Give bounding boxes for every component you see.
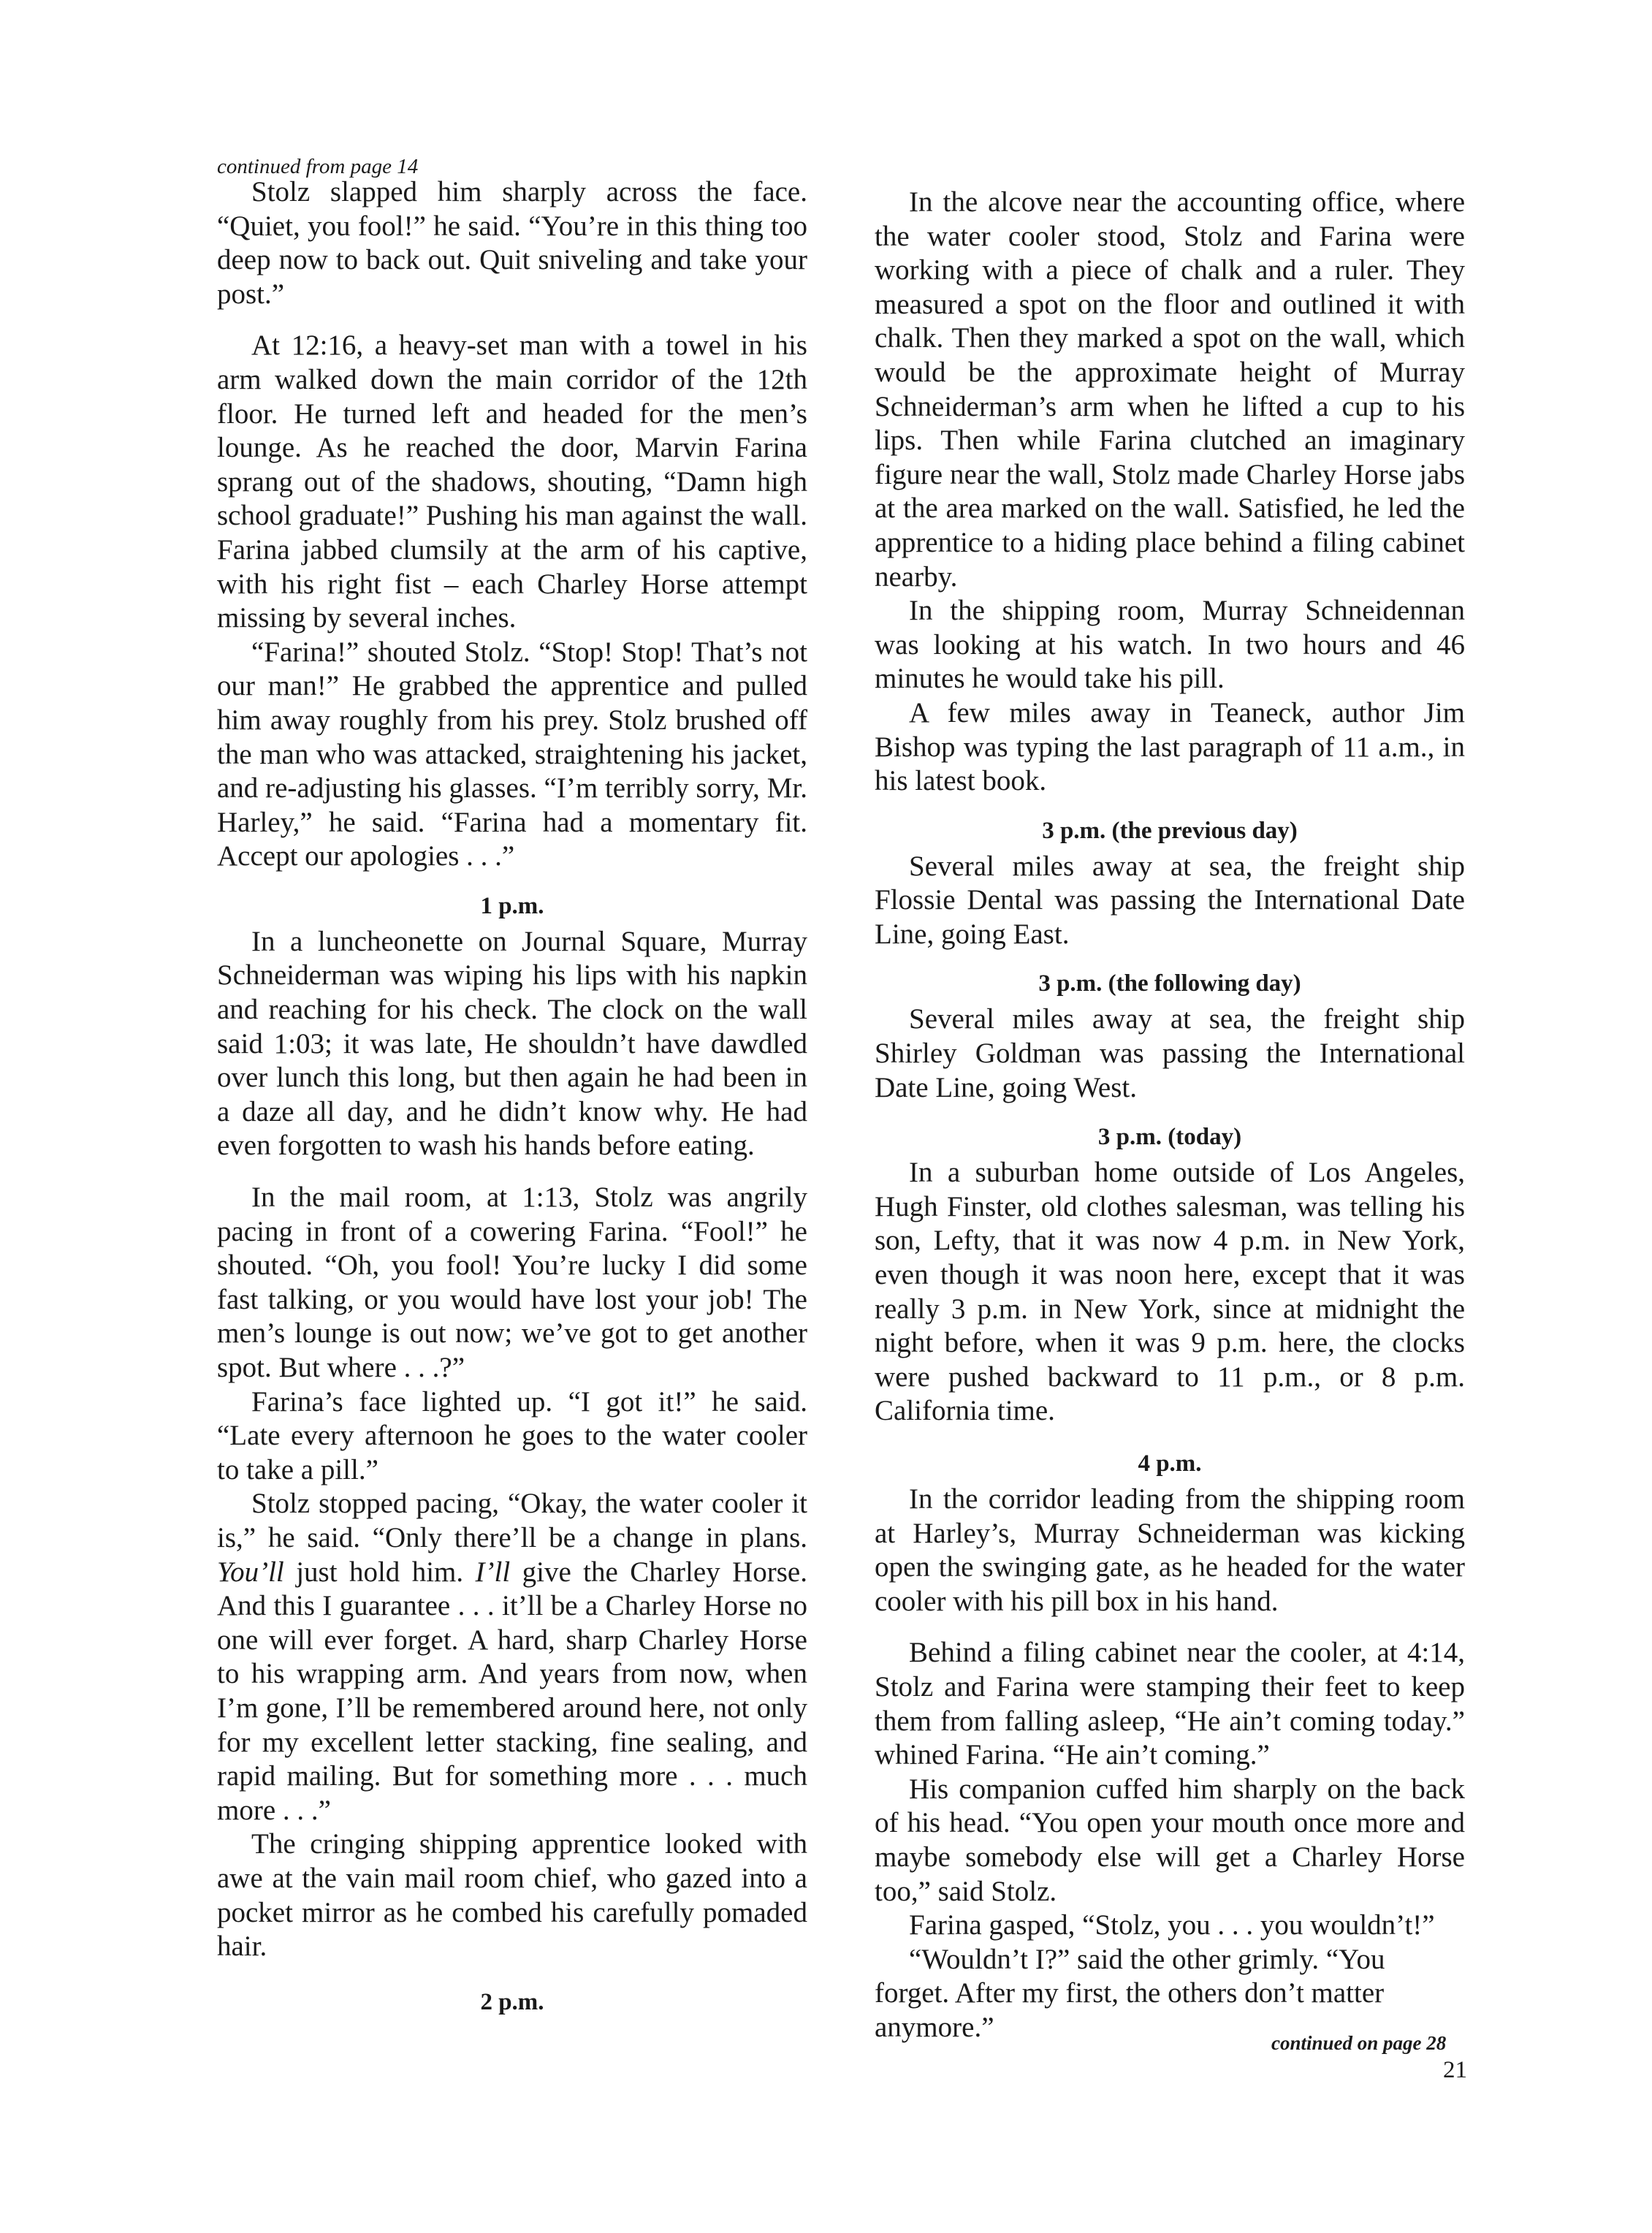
section-heading: 3 p.m. (today) (1097, 1124, 1242, 1151)
section-heading: 3 p.m. (the following day) (1038, 970, 1301, 997)
paragraph: “Farina!” shouted Stolz. “Stop! Stop! That’s not our man!” He grabbed the apprentice and pulled him away roughly from his prey. Stolz brushed off the man who was attacked, straightening his jacket, and re-adjusting his glasses. “I’m terribly sorry, Mr. Harley,” he said. “Farina had a momentary fit. Accept our apologies . . .” (217, 636, 807, 872)
paragraph: In the mail room, at 1:13, Stolz was angrily pacing in front of a cowering Farina. “Fool!” he shouted. “Oh, you fool! You’re lucky I did some fast talking, or you would have lost your job! The men’s lounge is out now; we’ve got to get another spot. But where . . .?” (217, 1182, 807, 1383)
paragraph: Behind a filing cabinet near the cooler, at 4:14, Stolz and Farina were stamping their feet to keep them from falling asleep, “He ain’t coming today.” whined Farina. “He ain’t coming.” (875, 1637, 1465, 1771)
italic-run: I’ll (475, 1556, 511, 1588)
section-heading: 1 p.m. (480, 892, 544, 919)
section-heading: 4 p.m. (1138, 1450, 1202, 1477)
paragraph: The cringing shipping apprentice looked with awe at the vain mail room chief, who gazed into a pocket mirror as he combed his carefully pomaded hair. (217, 1828, 807, 1963)
paragraph: In a luncheonette on Journal Square, Murray Schneiderman was wiping his lips with his napkin and reaching for his check. The clock on the wall said 1:03; it was late, He shouldn’t have dawdled over lunch this long, but then again he had been in a daze all day, and he didn’t know why. He had even forgotten to wash his hands before eating. (217, 925, 807, 1162)
paragraph: In the corridor leading from the shipping room at Harley’s, Murray Schneiderman was kicking open the swinging gate, as he headed for the water cooler with his pill box in his hand. (875, 1483, 1465, 1617)
paragraph: At 12:16, a heavy-set man with a towel in his arm walked down the main corridor of the 12th floor. He turned left and headed for the men’s lounge. As he reached the door, Marvin Farina sprang out of the shadows, shouting, “Damn high school graduate!” Pushing his man against the wall. Farina jabbed clumsily at the arm of his captive, with his right fist – each Charley Horse attempt missing by several inches. (217, 330, 807, 634)
paragraph: A few miles away in Teaneck, author Jim Bishop was typing the last paragraph of 11 a.m., in his latest book. (875, 696, 1465, 797)
section-heading: 2 p.m. (480, 1988, 544, 2015)
continued-on-note: continued on page 28 (1271, 2032, 1447, 2054)
italic-run: You’ll (217, 1556, 284, 1588)
text-run: Stolz stopped pacing, “Okay, the water cooler it is,” he said. “Only there’ll be a change in plans. (217, 1488, 807, 1553)
paragraph: “Wouldn’t I?” said the other grimly. “You forget. After my first, the others don’t matter anymore.” (875, 1943, 1385, 2043)
paragraph: His companion cuffed him sharply on the back of his head. “You open your mouth once more and maybe somebody else will get a Charley Horse too,” said Stolz. (875, 1773, 1465, 1907)
paragraph: In a suburban home outside of Los Angeles, Hugh Finster, old clothes salesman, was telling his son, Lefty, that it was now 4 p.m. in New York, even though it was noon here, except that it was really 3 p.m. in New York, since at midnight the night before, when it was 9 p.m. here, the clocks were pushed backward to 11 p.m., or 8 p.m. California time. (875, 1157, 1465, 1427)
paragraph: In the alcove near the accounting office, where the water cooler stood, Stolz and Farina were working with a piece of chalk and a ruler. They measured a spot on the floor and outlined it with chalk. Then they marked a spot on the wall, which would be the approximate height of Murray Schneiderman’s arm when he lifted a cup to his lips. Then while Farina clutched an imaginary figure near the wall, Stolz made Charley Horse jabs at the area marked on the wall. Satisfied, he led the apprentice to a hiding place behind a filing cabinet nearby. (875, 186, 1465, 593)
paragraph: In the shipping room, Murray Schneidennan was looking at his watch. In two hours and 46 minutes he would take his pill. (875, 595, 1465, 695)
continued-from-note: continued from page 14 (217, 155, 419, 178)
paragraph: Several miles away at sea, the freight ship Flossie Dental was passing the International Date Line, going East. (875, 850, 1465, 950)
paragraph: Farina’s face lighted up. “I got it!” he said. “Late every afternoon he goes to the water cooler to take a pill.” (217, 1385, 807, 1486)
paragraph: Stolz slapped him sharply across the face. “Quiet, you fool!” he said. “You’re in this thing too deep now to back out. Quit sniveling and take your post.” (217, 176, 807, 310)
text-run: just hold him. (283, 1556, 476, 1588)
page-number: 21 (1443, 2057, 1467, 2083)
paragraph: Several miles away at sea, the freight ship Shirley Goldman was passing the International Date Line, going West. (875, 1003, 1465, 1103)
paragraph: Farina gasped, “Stolz, you . . . you wouldn’t!” (909, 1909, 1435, 1941)
section-heading: 3 p.m. (the previous day) (1042, 817, 1298, 844)
paragraph (217, 1487, 807, 1827)
text-run: give the Charley Horse. And this I guarantee . . . it’ll be a Charley Horse no one will ever forget. A hard, sharp Charley Horse to his wrapping arm. And years from now, when I’m gone, I’ll be remembered around here, not only for my excellent letter stacking, fine sealing, and rapid mailing. But for something more . . . much more . . .” (217, 1556, 807, 1826)
